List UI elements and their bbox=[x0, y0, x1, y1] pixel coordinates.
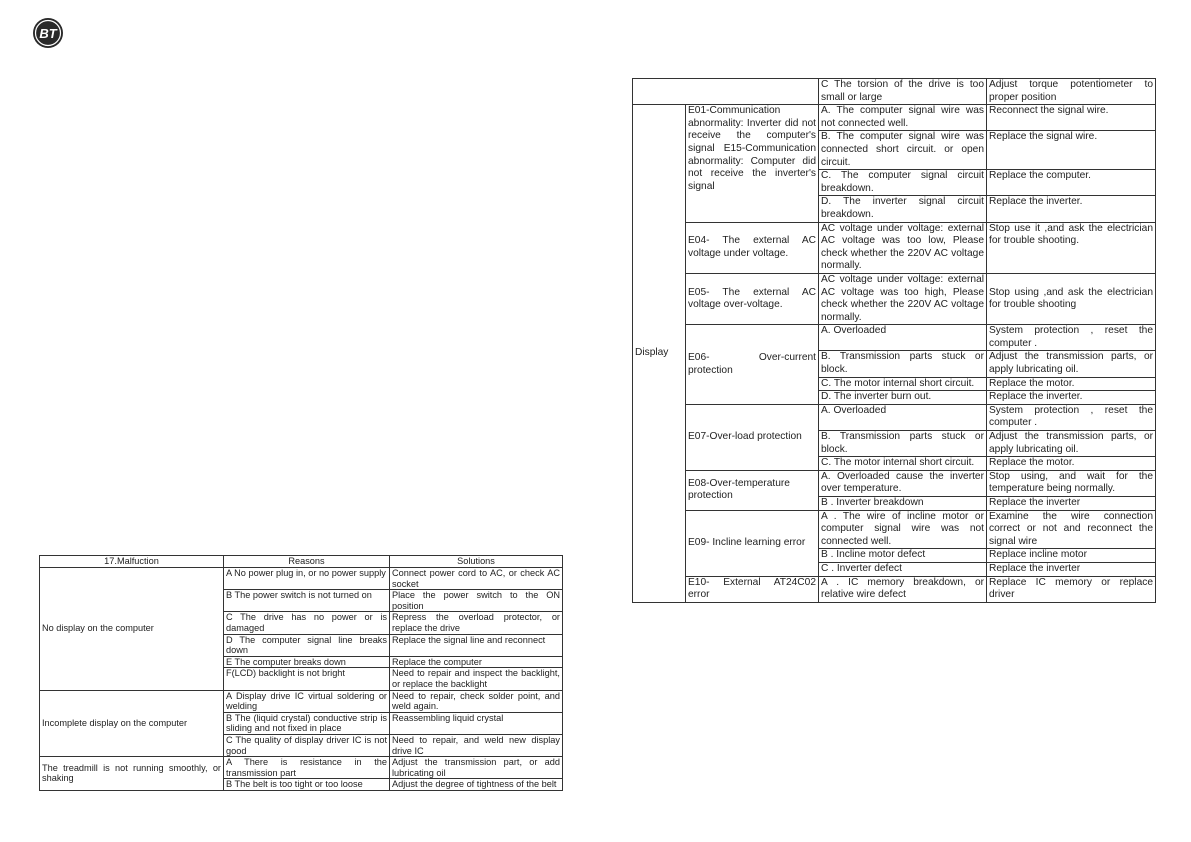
table-row bbox=[633, 325, 1156, 351]
reason-cell: A. Overloaded bbox=[819, 404, 987, 430]
reason-cell: C. The motor internal short circuit. bbox=[819, 377, 987, 391]
solution-cell: Replace the inverter bbox=[987, 497, 1156, 511]
reason-cell: AC voltage under voltage: external AC voltage was too low, Please check whether the 220V AC voltage normally. bbox=[819, 222, 987, 273]
category-cell: Display bbox=[633, 105, 686, 603]
reason-cell: B The (liquid crystal) conductive strip is sliding and not fixed in place bbox=[224, 712, 390, 734]
malfunction-cell: The treadmill is not running smoothly, or shaking bbox=[40, 757, 224, 791]
reason-cell: B. The computer signal wire was connected short circuit. or open circuit. bbox=[819, 131, 987, 170]
table-header-row bbox=[40, 556, 563, 568]
header-malfunction: 17.Malfuction bbox=[40, 556, 224, 568]
table-row bbox=[633, 273, 1156, 324]
solution-cell: Replace the inverter bbox=[987, 562, 1156, 576]
table-row bbox=[40, 757, 563, 779]
reason-cell: A. Overloaded cause the inverter over temperature. bbox=[819, 470, 987, 496]
solution-cell: Repress the overload protector, or replace the drive bbox=[390, 612, 563, 634]
reason-cell: D The computer signal line breaks down bbox=[224, 634, 390, 656]
malfunction-cell: Incomplete display on the computer bbox=[40, 690, 224, 757]
reason-cell: B The power switch is not turned on bbox=[224, 590, 390, 612]
reason-cell: C The quality of display driver IC is not good bbox=[224, 734, 390, 756]
solution-cell: Replace the inverter. bbox=[987, 196, 1156, 222]
solution-cell: System protection , reset the computer . bbox=[987, 325, 1156, 351]
header-solutions: Solutions bbox=[390, 556, 563, 568]
error-code-cell: E01-Communication abnormality: Inverter did not receive the computer's signal E15-Communication abnormality: Computer did not receive the inverter's signal bbox=[686, 105, 819, 222]
solution-cell: Stop using, and wait for the temperature being normally. bbox=[987, 470, 1156, 496]
solution-cell: Replace the motor. bbox=[987, 377, 1156, 391]
table-row bbox=[633, 222, 1156, 273]
reason-cell: E The computer breaks down bbox=[224, 656, 390, 668]
table-row bbox=[633, 79, 1156, 105]
brand-logo-text: BT bbox=[39, 26, 57, 41]
malfunction-table bbox=[39, 555, 563, 791]
reason-cell: C The torsion of the drive is too small or large bbox=[819, 79, 987, 105]
solution-cell: Replace the computer. bbox=[987, 170, 1156, 196]
brand-logo bbox=[32, 17, 64, 49]
reason-cell: C. The motor internal short circuit. bbox=[819, 457, 987, 471]
solution-cell: Reassembling liquid crystal bbox=[390, 712, 563, 734]
solution-cell: Replace the inverter. bbox=[987, 391, 1156, 405]
reason-cell: B. Transmission parts stuck or block. bbox=[819, 431, 987, 457]
reason-cell: D. The inverter burn out. bbox=[819, 391, 987, 405]
solution-cell: Replace incline motor bbox=[987, 549, 1156, 563]
solution-cell: Reconnect the signal wire. bbox=[987, 105, 1156, 131]
reason-cell: A. Overloaded bbox=[819, 325, 987, 351]
table-row bbox=[633, 576, 1156, 602]
solution-cell: Stop use it ,and ask the electrician for trouble shooting. bbox=[987, 222, 1156, 273]
solution-cell: Examine the wire connection correct or not and reconnect the signal wire bbox=[987, 510, 1156, 549]
reason-cell: B The belt is too tight or too loose bbox=[224, 779, 390, 791]
reason-cell: C . Inverter defect bbox=[819, 562, 987, 576]
solution-cell: Need to repair and inspect the backlight, or replace the backlight bbox=[390, 668, 563, 690]
solution-cell: Adjust the transmission parts, or apply lubricating oil. bbox=[987, 351, 1156, 377]
solution-cell: Need to repair, and weld new display drive IC bbox=[390, 734, 563, 756]
table-row bbox=[633, 105, 1156, 131]
solution-cell: Replace the signal wire. bbox=[987, 131, 1156, 170]
reason-cell: F(LCD) backlight is not bright bbox=[224, 668, 390, 690]
reason-cell: B. Transmission parts stuck or block. bbox=[819, 351, 987, 377]
solution-cell: Adjust the transmission part, or add lubricating oil bbox=[390, 757, 563, 779]
solution-cell: Adjust the transmission parts, or apply lubricating oil. bbox=[987, 431, 1156, 457]
reason-cell: A There is resistance in the transmission part bbox=[224, 757, 390, 779]
solution-cell: Connect power cord to AC, or check AC socket bbox=[390, 568, 563, 590]
reason-cell: A . IC memory breakdown, or relative wire defect bbox=[819, 576, 987, 602]
reason-cell: A. The computer signal wire was not connected well. bbox=[819, 105, 987, 131]
reason-cell: A Display drive IC virtual soldering or welding bbox=[224, 690, 390, 712]
malfunction-cell: No display on the computer bbox=[40, 568, 224, 691]
solution-cell: Adjust torque potentiometer to proper position bbox=[987, 79, 1156, 105]
solution-cell: Replace the motor. bbox=[987, 457, 1156, 471]
solution-cell: Replace the signal line and reconnect bbox=[390, 634, 563, 656]
solution-cell: Adjust the degree of tightness of the belt bbox=[390, 779, 563, 791]
reason-cell: B . Inverter breakdown bbox=[819, 497, 987, 511]
header-reasons: Reasons bbox=[224, 556, 390, 568]
reason-cell: A . The wire of incline motor or computer signal wire was not connected well. bbox=[819, 510, 987, 549]
reason-cell: C. The computer signal circuit breakdown. bbox=[819, 170, 987, 196]
reason-cell: D. The inverter signal circuit breakdown. bbox=[819, 196, 987, 222]
reason-cell: AC voltage under voltage: external AC voltage was too high, Please check whether the 220V AC voltage normally. bbox=[819, 273, 987, 324]
blank-cell bbox=[633, 79, 819, 105]
error-code-cell: E10- External AT24C02 error bbox=[686, 576, 819, 602]
error-code-cell: E04- The external AC voltage under voltage. bbox=[686, 222, 819, 273]
solution-cell: System protection , reset the computer . bbox=[987, 404, 1156, 430]
solution-cell: Stop using ,and ask the electrician for trouble shooting bbox=[987, 273, 1156, 324]
table-row bbox=[633, 404, 1156, 430]
solution-cell: Place the power switch to the ON position bbox=[390, 590, 563, 612]
error-code-cell: E06- Over-current protection bbox=[686, 325, 819, 405]
table-row bbox=[633, 510, 1156, 549]
reason-cell: C The drive has no power or is damaged bbox=[224, 612, 390, 634]
table-row bbox=[40, 568, 563, 590]
error-code-cell: E05- The external AC voltage over-voltage. bbox=[686, 273, 819, 324]
reason-cell: A No power plug in, or no power supply bbox=[224, 568, 390, 590]
error-code-cell: E07-Over-load protection bbox=[686, 404, 819, 470]
error-code-table bbox=[632, 78, 1156, 603]
solution-cell: Need to repair, check solder point, and weld again. bbox=[390, 690, 563, 712]
solution-cell: Replace IC memory or replace driver bbox=[987, 576, 1156, 602]
table-row bbox=[40, 690, 563, 712]
error-code-cell: E08-Over-temperature protection bbox=[686, 470, 819, 510]
reason-cell: B . Incline motor defect bbox=[819, 549, 987, 563]
solution-cell: Replace the computer bbox=[390, 656, 563, 668]
error-code-cell: E09- Incline learning error bbox=[686, 510, 819, 576]
table-row bbox=[633, 470, 1156, 496]
